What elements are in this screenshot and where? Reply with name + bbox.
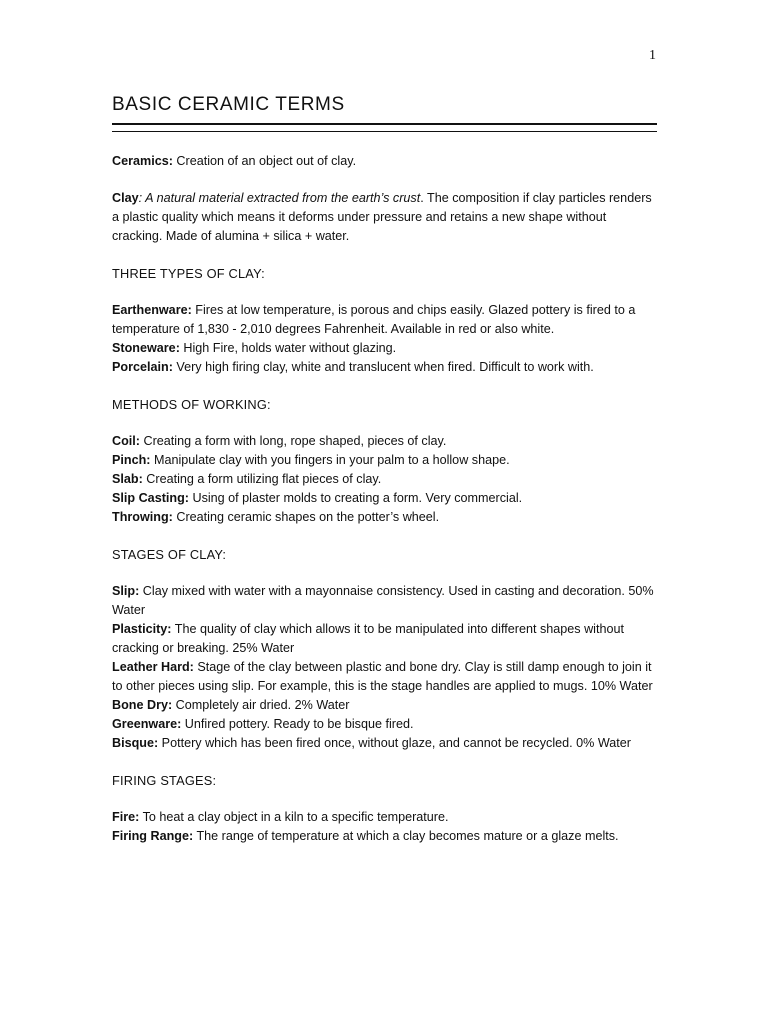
definition-slip (112, 582, 660, 620)
term-label: Clay (112, 191, 139, 205)
term-definition: Manipulate clay with you fingers in your palm to a hollow shape. (150, 453, 510, 467)
definition-earthenware (112, 301, 660, 339)
term-definition: The range of temperature at which a clay becomes mature or a glaze melts. (193, 829, 619, 843)
definition-throwing (112, 508, 660, 527)
term-label: Slip: (112, 584, 140, 598)
definition-bisque (112, 734, 660, 753)
definition-slab (112, 470, 660, 489)
term-label: Bisque: (112, 736, 159, 750)
term-definition: Completely air dried. 2% Water (172, 698, 350, 712)
term-label: Slab: (112, 472, 143, 486)
title-rule-thick (112, 123, 657, 125)
term-definition: Clay mixed with water with a mayonnaise consistency. Used in casting and decoration. 50% Water (112, 584, 654, 617)
term-definition: . The composition if clay particles renders a plastic quality which means it deforms under pressure and retains a new shape without cracking. Made of alumina + silica + water. (112, 191, 652, 243)
term-label: Firing Range: (112, 829, 194, 843)
term-label: Pinch: (112, 453, 151, 467)
term-label: Slip Casting: (112, 491, 189, 505)
term-definition: Creating ceramic shapes on the potter’s wheel. (172, 510, 440, 524)
term-definition: Creating a form utilizing flat pieces of clay. (142, 472, 382, 486)
definition-clay (112, 189, 660, 246)
section-heading-methods-of-working: METHODS OF WORKING: (112, 397, 271, 412)
page-title: BASIC CERAMIC TERMS (112, 94, 345, 115)
term-definition: To heat a clay object in a kiln to a specific temperature. (139, 810, 449, 824)
term-label: Porcelain: (112, 360, 173, 374)
term-label: Fire: (112, 810, 140, 824)
section-heading-firing-stages: FIRING STAGES: (112, 773, 217, 788)
definition-porcelain (112, 358, 660, 377)
definition-leather-hard (112, 658, 660, 696)
term-definition: Creation of an object out of clay. (172, 154, 357, 168)
definition-greenware (112, 715, 660, 734)
term-label: Leather Hard: (112, 660, 194, 674)
term-label: Coil: (112, 434, 140, 448)
page-number: 1 (649, 48, 656, 63)
term-definition: Creating a form with long, rope shaped, pieces of clay. (139, 434, 447, 448)
definition-ceramics (112, 152, 660, 171)
definition-plasticity (112, 620, 660, 658)
term-label: Greenware: (112, 717, 182, 731)
definition-firing-range (112, 827, 660, 846)
definition-fire (112, 808, 660, 827)
title-rule-thin (112, 131, 657, 132)
section-heading-stages-of-clay: STAGES OF CLAY: (112, 547, 227, 562)
definition-bone-dry (112, 696, 660, 715)
definition-stoneware (112, 339, 660, 358)
definition-pinch (112, 451, 660, 470)
term-definition: Pottery which has been fired once, without glaze, and cannot be recycled. 0% Water (158, 736, 631, 750)
term-definition: Very high firing clay, white and translucent when fired. Difficult to work with. (172, 360, 594, 374)
term-label: Ceramics: (112, 154, 173, 168)
term-label: Stoneware: (112, 341, 180, 355)
definition-slip-casting (112, 489, 660, 508)
term-label: Bone Dry: (112, 698, 173, 712)
term-definition: Unfired pottery. Ready to be bisque fired. (181, 717, 414, 731)
term-italic-definition: : A natural material extracted from the earth’s crust (138, 191, 421, 205)
term-label: Throwing: (112, 510, 173, 524)
term-definition: High Fire, holds water without glazing. (179, 341, 397, 355)
section-heading-types-of-clay: THREE TYPES OF CLAY: (112, 266, 265, 281)
term-definition: Stage of the clay between plastic and bone dry. Clay is still damp enough to join it to other pieces using slip. For example, this is the stage handles are applied to mugs. 10% Water (112, 660, 653, 693)
term-label: Earthenware: (112, 303, 192, 317)
term-definition: Using of plaster molds to creating a form. Very commercial. (188, 491, 523, 505)
term-definition: The quality of clay which allows it to be manipulated into different shapes without cracking or breaking. 25% Water (112, 622, 624, 655)
term-definition: Fires at low temperature, is porous and chips easily. Glazed pottery is fired to a temperature of 1,830 - 2,010 degrees Fahrenheit. Available in red or also white. (112, 303, 636, 336)
document-body (112, 152, 660, 846)
term-label: Plasticity: (112, 622, 172, 636)
definition-coil (112, 432, 660, 451)
